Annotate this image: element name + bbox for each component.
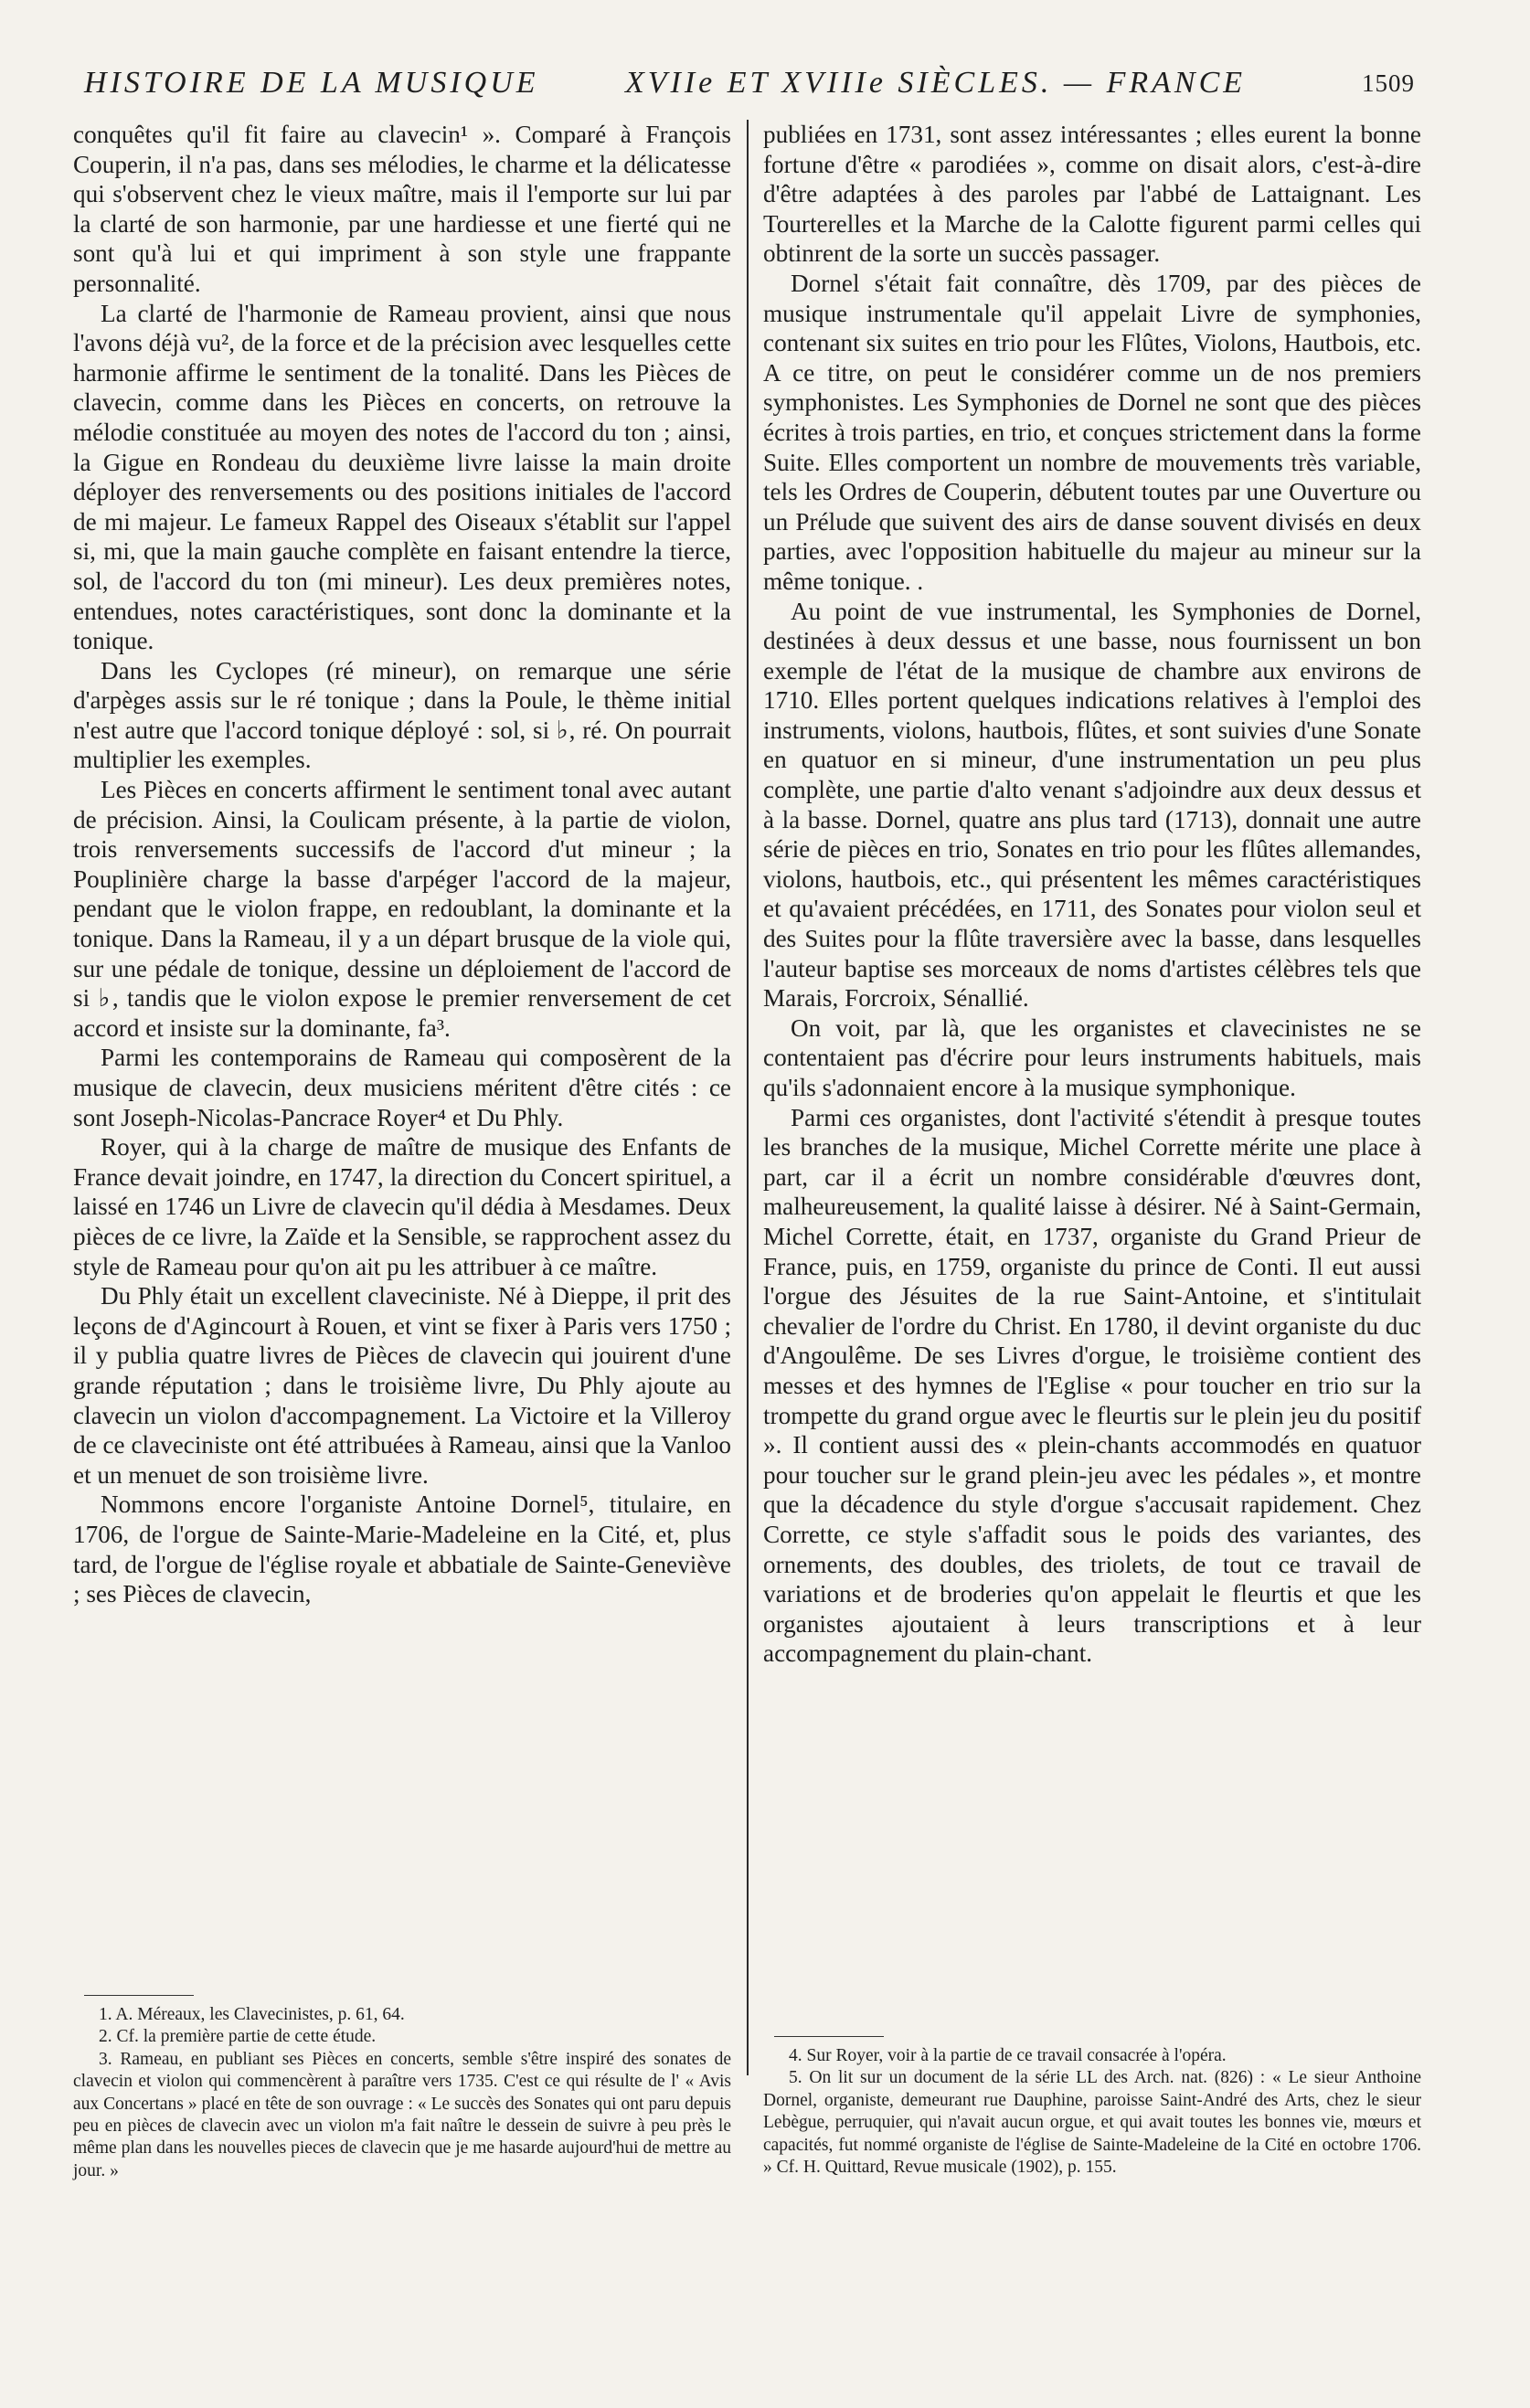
paragraph: Au point de vue instrumental, les Symphonies de Dornel, destinées à deux dessus et une basse, nous fournissent un bon exemple de l'état de la musique de chambre aux environs de 1710. Elles portent quelques indications relatives à l'emploi des instruments, violons, hautbois, flûtes, et sont suivies d'une Sonate en quatuor en si mineur, d'une instrumentation un peu plus complète, une partie d'alto venant s'adjoindre aux deux dessus et à la basse. Dornel, quatre ans plus tard (1713), donnait une autre série de pièces en trio, Sonates en trio pour les flûtes allemandes, violons, hautbois, etc., qui présentent les mêmes caractéristiques et qu'avaient précédées, en 1711, des Sonates pour violon seul et des Suites pour la flûte traversière avec la basse, dans lesquelles l'auteur baptise ses morceaux de noms d'artistes célèbres tels que Marais, Forcroix, Sénallié. (763, 597, 1421, 1013)
paragraph: conquêtes qu'il fit faire au clavecin¹ ». Comparé à François Couperin, il n'a pas, dans ses mélodies, le charme et la délicatesse qui s'observent chez le vieux maître, mais il l'emporte sur lui par la clarté de son harmonie, par une hardiesse et une fierté qui ne sont qu'à lui et qui impriment à son style une frappante personnalité. (73, 121, 731, 297)
running-head (84, 66, 1415, 110)
paragraph: Royer, qui à la charge de maître de musique des Enfants de France devait joindre, en 1747, la direction du Concert spirituel, a laissé en 1746 un Livre de clavecin qu'il dédia à Mesdames. Deux pièces de ce livre, la Zaïde et la Sensible, se rapprochent assez du style de Rameau pour qu'on ait pu les attribuer à ce maître. (73, 1133, 731, 1280)
paragraph: Du Phly était un excellent claveciniste. Né à Dieppe, il prit des leçons de d'Agincourt à Rouen, et vint se fixer à Paris vers 1750 ; il y publia quatre livres de Pièces de clavecin qui jouirent d'une grande réputation ; dans le troisième livre, Du Phly ajoute au clavecin un violon d'accompagnement. La Victoire et la Villeroy de ce claveciniste ont été attribuées à Rameau, ainsi que la Vanloo et un menuet de son troisième livre. (73, 1282, 731, 1489)
right-column (763, 120, 1421, 1669)
page-number: 1509 (1362, 69, 1415, 97)
paragraph: Nommons encore l'organiste Antoine Dornel⁵, titulaire, en 1706, de l'orgue de Sainte-Marie-Madeleine en la Cité, et, plus tard, de l'orgue de l'église royale et abbatiale de Sainte-Geneviève ; ses Pièces de clavecin, (73, 1490, 731, 1608)
footnote: 1. A. Méreaux, les Clavecinistes, p. 61, 64. (99, 2005, 405, 2024)
paragraph: Dans les Cyclopes (ré mineur), on remarque une série d'arpèges assis sur le ré tonique ; dans la Poule, le thème initial n'est autre que l'accord tonique déployé : sol, si ♭, ré. On pourrait multiplier les exemples. (73, 656, 731, 774)
footnote: 4. Sur Royer, voir à la partie de ce travail consacrée à l'opéra. (789, 2046, 1227, 2065)
footnote: 3. Rameau, en publiant ses Pièces en concerts, semble s'être inspiré des sonates de clavecin et violon qui commencèrent à paraître vers 1735. C'est ce qui résulte de l' « Avis aux Concertans » placé en tête de son ouvrage : « Le succès des Sonates qui ont paru depuis peu en pièces de clavecin avec un violon m'a fait naître le dessein de suivre à peu près le même plan dans les nouvelles pieces de clavecin que je me hasarde aujourd'hui de mettre au jour. » (73, 2049, 731, 2180)
running-head-section: XVIIe ET XVIIIe SIÈCLES. — FRANCE (625, 66, 1247, 100)
footnote: 2. Cf. la première partie de cette étude. (99, 2027, 377, 2047)
left-column (73, 120, 731, 1609)
paragraph: publiées en 1731, sont assez intéressantes ; elles eurent la bonne fortune d'être « parodiées », comme on disait alors, c'est-à-dire d'être adaptées à des paroles par l'abbé de Lattaignant. Les Tourterelles et la Marche de la Calotte figurent parmi celles qui obtinrent de la sorte un succès passager. (763, 121, 1421, 268)
footnote-separator (84, 1995, 194, 1996)
paragraph: On voit, par là, que les organistes et clavecinistes ne se contentaient pas d'écrire pour leurs instruments habituels, mais qu'ils s'adonnaient encore à la musique symphonique. (763, 1013, 1421, 1101)
running-head-title: HISTOIRE DE LA MUSIQUE (84, 66, 539, 100)
footnotes-right (763, 2045, 1421, 2179)
paragraph: Parmi ces organistes, dont l'activité s'étendit à presque toutes les branches de la musique, Michel Corrette mérite une place à part, car il a écrit un nombre considérable d'œuvres dont, malheureusement, la qualité laisse à désirer. Né à Saint-Germain, Michel Corrette, était, en 1737, organiste du Grand Prieur de France, puis, en 1759, organiste du prince de Conti. Il eut aussi l'orgue des Jésuites de la rue Saint-Antoine, et s'intitulait chevalier de l'ordre du Christ. En 1780, il devint organiste du duc d'Angoulême. De ses Livres d'orgue, le troisième contient des messes et des hymnes de l'Eglise « pour toucher en trio sur la trompette du grand orgue avec le fleurtis sur le plein jeu du positif ». Il contient aussi des « plein-chants accommodés en quatuor pour toucher sur le grand plein-jeu avec les pédales », et montre que la décadence du style d'orgue s'accusait rapidement. Chez Corrette, ce style s'affadit sous le poids des variantes, des ornements, des doubles, des triolets, de tout ce travail de variations et de broderies qu'on appelait le fleurtis et que les organistes ajoutaient à leurs transcriptions et à leur accompagnement du plain-chant. (763, 1103, 1421, 1668)
footnote-separator (774, 2036, 884, 2037)
column-divider (747, 120, 749, 2075)
paragraph: Dornel s'était fait connaître, dès 1709, par des pièces de musique instrumentale qu'il appelait Livre de symphonies, contenant six suites en trio pour les Flûtes, Violons, Hautbois, etc. A ce titre, on peut le considérer comme un de nos premiers symphonistes. Les Symphonies de Dornel ne sont que des pièces écrites à trois parties, en trio, et conçues strictement dans la forme Suite. Elles comportent un nombre de mouvements très variable, tels les Ordres de Couperin, débutent toutes par une Ouverture ou un Prélude que suivent des airs de danse souvent divisés en deux parties, avec l'opposition habituelle du majeur au mineur sur la même tonique. . (763, 269, 1421, 595)
footnotes-left (73, 2004, 731, 2182)
footnote: 5. On lit sur un document de la série LL des Arch. nat. (826) : « Le sieur Anthoine Dornel, organiste, demeurant rue Dauphine, paroisse Saint-André des Arts, chez le sieur Lebègue, perruquier, qui n'avait aucun orgue, et qui avait toutes les bonnes vie, mœurs et capacités, fut nommé organiste de l'église de Sainte-Madeleine de la Cité en octobre 1706. » Cf. H. Quittard, Revue musicale (1902), p. 155. (763, 2068, 1421, 2178)
paragraph: La clarté de l'harmonie de Rameau provient, ainsi que nous l'avons déjà vu², de la force et de la précision avec lesquelles cette harmonie affirme le sentiment de la tonalité. Dans les Pièces de clavecin, comme dans les Pièces en concerts, on retrouve la mélodie constituée au moyen des notes de l'accord du ton ; ainsi, la Gigue en Rondeau du deuxième livre laisse la main droite déployer des renversements ou des positions initiales de l'accord de mi majeur. Le fameux Rappel des Oiseaux s'établit sur l'appel si, mi, que la main gauche complète en faisant entendre la tierce, sol, de l'accord du ton (mi mineur). Les deux premières notes, entendues, notes caractéristiques, sont donc la dominante et la tonique. (73, 299, 731, 655)
paragraph: Parmi les contemporains de Rameau qui composèrent de la musique de clavecin, deux musiciens méritent d'être cités : ce sont Joseph-Nicolas-Pancrace Royer⁴ et Du Phly. (73, 1044, 731, 1131)
paragraph: Les Pièces en concerts affirment le sentiment tonal avec autant de précision. Ainsi, la Coulicam présente, à la partie de violon, trois renversements successifs de l'accord d'ut mineur ; la Pouplinière charge la basse d'arpéger l'accord de la majeur, pendant que le violon frappe, en redoublant, la dominante et la tonique. Dans la Rameau, il y a un départ brusque de la viole qui, sur une pédale de tonique, dessine un déploiement de l'accord de si ♭, tandis que le violon expose le premier renversement de cet accord et insiste sur la dominante, fa³. (73, 776, 731, 1042)
